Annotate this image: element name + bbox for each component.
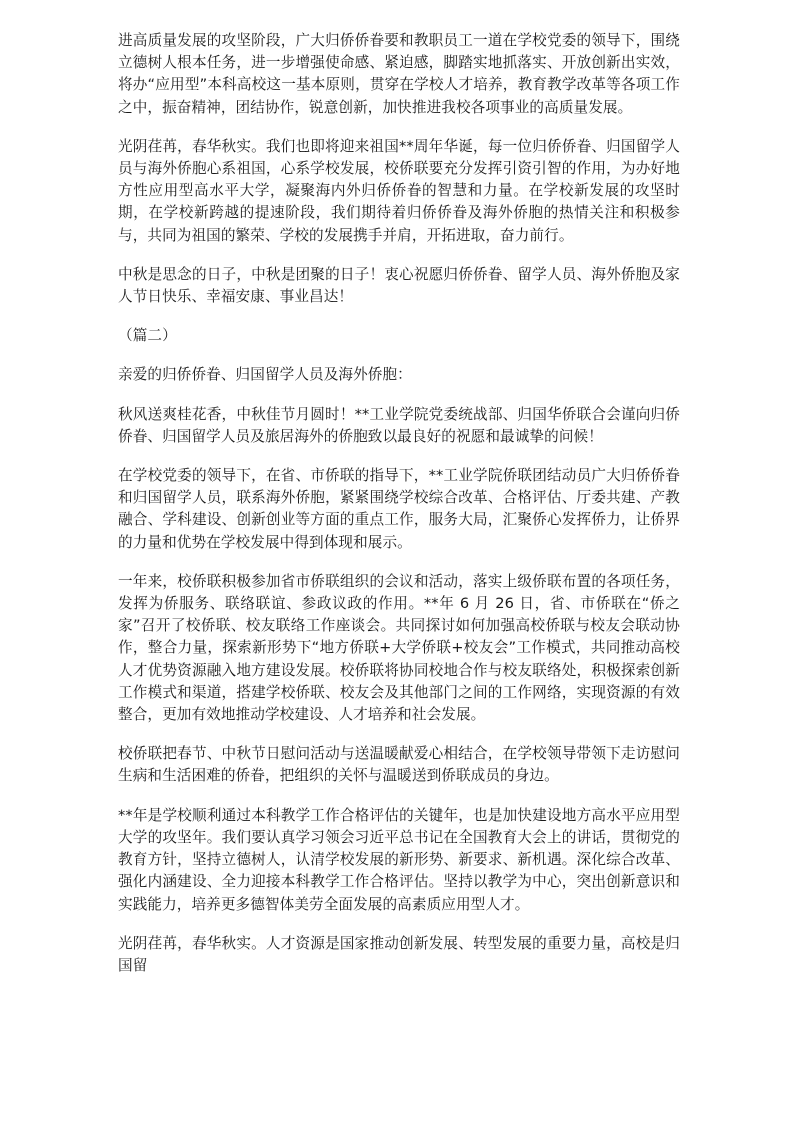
- paragraph-11: 光阴荏苒，春华秋实。人才资源是国家推动创新发展、转型发展的重要力量，高校是归国留: [118, 934, 680, 974]
- section-heading: （篇二）: [118, 327, 177, 345]
- paragraph-3: 中秋是思念的日子，中秋是团聚的日子！衷心祝愿归侨侨眷、留学人员、海外侨胞及家人节日快乐、幸福安康、事业昌达！: [118, 265, 680, 306]
- paragraph-8: 一年来，校侨联积极参加省市侨联组织的会议和活动，落实上级侨联布置的各项任务，发挥为侨服务、联络联谊、参政议政的作用。**年 6 月 26 日，省、市侨联在“侨之家”召开了校侨联、校友联络工作座谈会。共同探讨如何加强高校侨联与校友会联动协作，整合力量，探索新形势下“地方侨联+大学侨联+校友会”工作模式，共同推动高校人才优势资源融入地方建设发展。校侨联将协同校地合作与校友联络处，积极探索创新工作模式和渠道，搭建学校侨联、校友会及其他部门之间的工作网络，实现资源的有效整合，更加有效地推动学校建设、人才培养和社会发展。: [118, 572, 680, 724]
- paragraph-2: 光阴荏苒，春华秋实。我们也即将迎来祖国**周年华诞，每一位归侨侨眷、归国留学人员与海外侨胞心系祖国，心系学校发展，校侨联要充分发挥引资引智的作用，为办好地方性应用型高水平大学，凝聚海内外归侨侨眷的智慧和力量。在学校新发展的攻坚时期，在学校新跨越的提速阶段，我们期待着归侨侨眷及海外侨胞的热情关注和积极参与，共同为祖国的繁荣、学校的发展携手并肩，开拓进取，奋力前行。: [118, 137, 680, 244]
- paragraph-6: 秋风送爽桂花香，中秋佳节月圆时！**工业学院党委统战部、归国华侨联合会谨向归侨侨眷、归国留学人员及旅居海外的侨胞致以最良好的祝愿和最诚挚的问候！: [118, 405, 680, 445]
- paragraph-10: **年是学校顺利通过本科教学工作合格评估的关键年，也是加快建设地方高水平应用型大学的攻坚年。我们要认真学习领会习近平总书记在全国教育大会上的讲话，贯彻党的教育方针，坚持立德树人，认清学校发展的新形势、新要求、新机遇。深化综合改革、强化内涵建设、全力迎接本科教学工作合格评估。坚持以教学为中心，突出创新意识和实践能力，培养更多德智体美劳全面发展的高素质应用型人才。: [118, 806, 680, 913]
- paragraph-9: 校侨联把春节、中秋节日慰问活动与送温暖献爱心相结合，在学校领导带领下走访慰问生病和生活困难的侨眷，把组织的关怀与温暖送到侨联成员的身边。: [118, 745, 680, 785]
- paragraph-7: 在学校党委的领导下，在省、市侨联的指导下，**工业学院侨联团结动员广大归侨侨眷和归国留学人员，联系海外侨胞，紧紧围绕学校综合改革、合格评估、厅委共建、产教融合、学科建设、创新创业等方面的重点工作，服务大局，汇聚侨心发挥侨力，让侨界的力量和优势在学校发展中得到体现和展示。: [118, 467, 680, 551]
- paragraph-1: 进高质量发展的攻坚阶段，广大归侨侨眷要和教职员工一道在学校党委的领导下，围绕立德树人根本任务，进一步增强使命感、紧迫感，脚踏实地抓落实、开放创新出实效，将办“应用型”本科高校这一基本原则，贯穿在学校人才培养，教育教学改革等各项工作之中，振奋精神，团结协作，锐意创新，加快推进我校各项事业的高质量发展。: [118, 32, 680, 116]
- salutation: 亲爱的归侨侨眷、归国留学人员及海外侨胞：: [118, 366, 412, 384]
- document-page: [118, 30, 680, 994]
